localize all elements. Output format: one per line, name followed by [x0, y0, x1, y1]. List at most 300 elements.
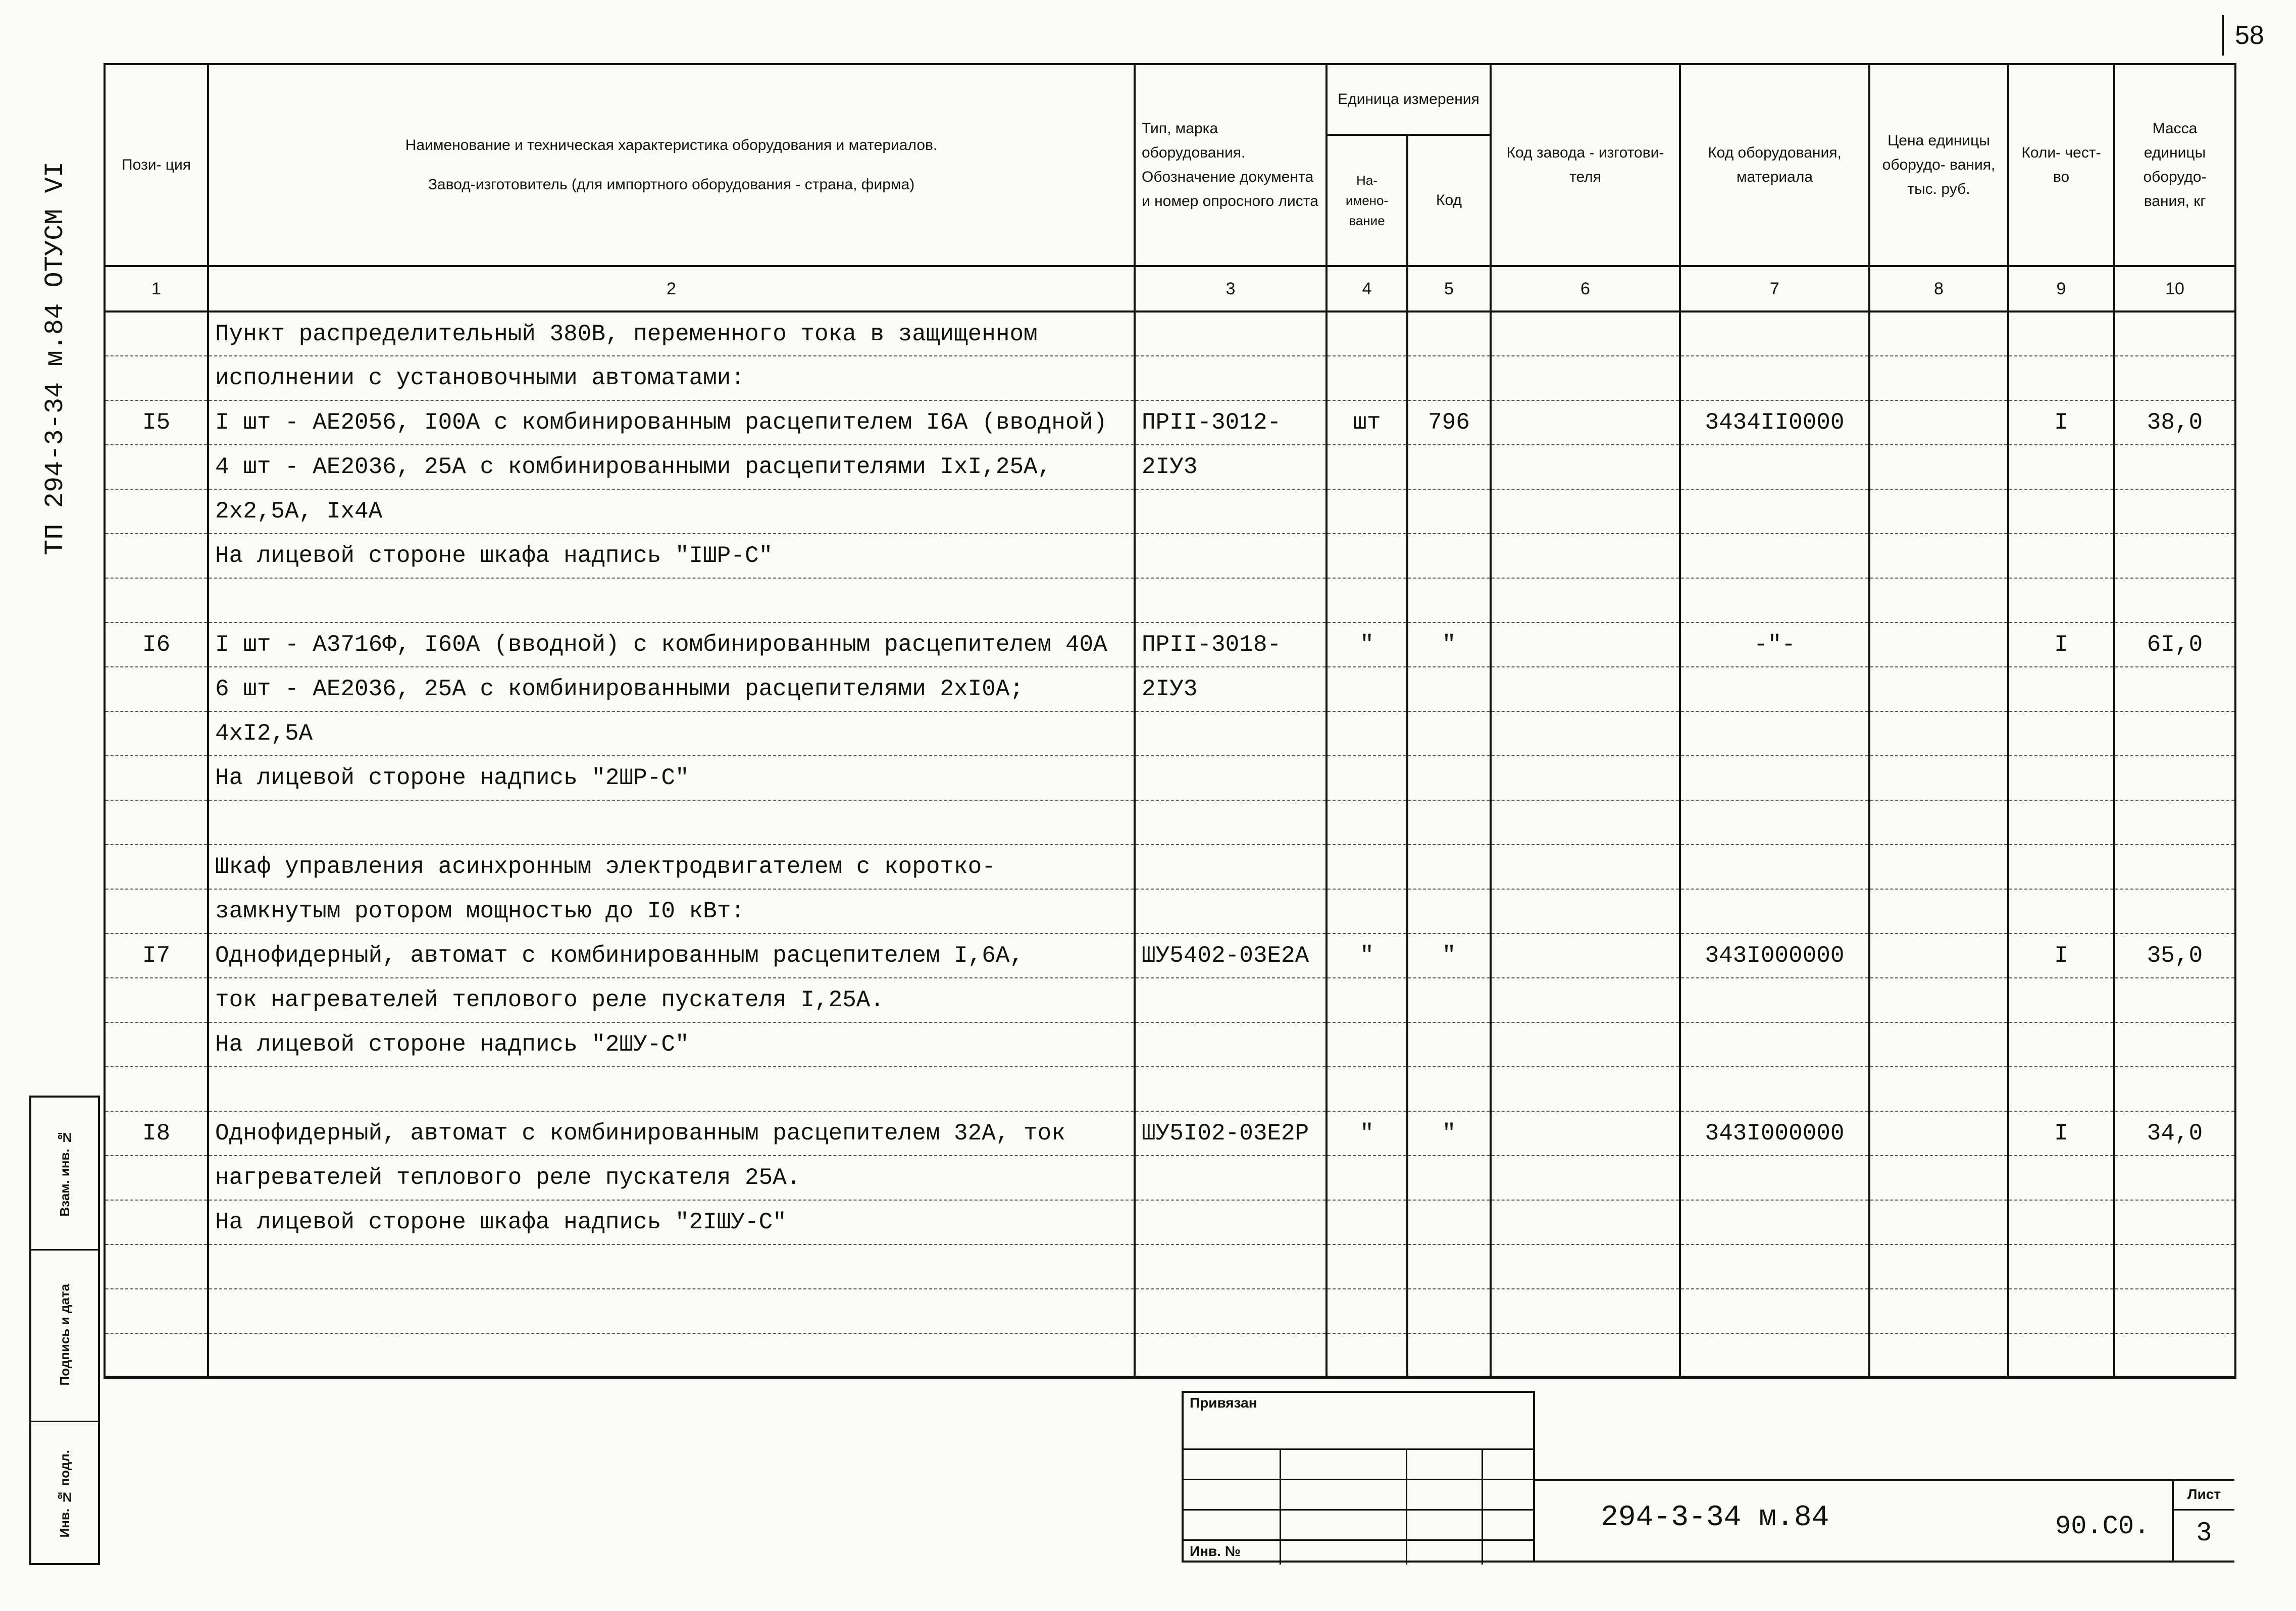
table-row — [105, 1111, 2235, 1156]
cell-unit-code — [1407, 1289, 1491, 1333]
cell-factory-code — [1491, 756, 1680, 800]
cell-price — [1869, 711, 2008, 756]
cell-unit-code — [1407, 534, 1491, 578]
cell-equipment-code — [1680, 845, 1869, 889]
cell-equipment-code — [1680, 1200, 1869, 1244]
cell-unit-code — [1407, 1156, 1491, 1200]
cell-equipment-code — [1680, 1067, 1869, 1111]
cell-name: На лицевой стороне шкафа надпись "IШР-С" — [208, 534, 1135, 578]
cell-quantity — [2008, 800, 2114, 845]
cell-mass — [2114, 978, 2235, 1022]
cell-mass — [2114, 1200, 2235, 1244]
cell-mass: 38,0 — [2114, 400, 2235, 445]
table-row — [105, 1156, 2235, 1200]
cell-quantity — [2008, 1200, 2114, 1244]
cell-price — [1869, 756, 2008, 800]
cell-type — [1135, 1156, 1326, 1200]
cell-equipment-code — [1680, 978, 1869, 1022]
header-unit-group: Единица измерения — [1326, 64, 1491, 135]
side-signature-table — [29, 1096, 100, 1565]
cell-unit-name — [1326, 667, 1407, 711]
cell-name — [208, 1067, 1135, 1111]
table-row — [105, 711, 2235, 756]
cell-type — [1135, 711, 1326, 756]
cell-factory-code — [1491, 1111, 1680, 1156]
cell-price — [1869, 933, 2008, 978]
cell-position — [105, 1067, 208, 1111]
table-row — [105, 578, 2235, 622]
cell-position: I7 — [105, 933, 208, 978]
cell-equipment-code: 3434II0000 — [1680, 400, 1869, 445]
cell-mass: 35,0 — [2114, 933, 2235, 978]
cell-price — [1869, 534, 2008, 578]
cell-type: ПРII-3012- — [1135, 400, 1326, 445]
cell-unit-name — [1326, 445, 1407, 489]
cell-quantity — [2008, 667, 2114, 711]
table-row — [105, 889, 2235, 933]
cell-equipment-code — [1680, 445, 1869, 489]
cell-quantity — [2008, 534, 2114, 578]
cell-price — [1869, 845, 2008, 889]
cell-factory-code — [1491, 445, 1680, 489]
cell-unit-code — [1407, 756, 1491, 800]
cell-name: Однофидерный, автомат с комбинированным расцепителем I,6А, — [208, 933, 1135, 978]
cell-quantity — [2008, 756, 2114, 800]
cell-position — [105, 578, 208, 622]
cell-position — [105, 1022, 208, 1067]
table-row — [105, 1067, 2235, 1111]
cell-equipment-code — [1680, 1022, 1869, 1067]
cell-unit-name: шт — [1326, 400, 1407, 445]
cell-unit-name: " — [1326, 1111, 1407, 1156]
page-number: 58 — [2222, 15, 2264, 56]
cell-quantity: I — [2008, 400, 2114, 445]
cell-price — [1869, 1244, 2008, 1289]
cell-quantity — [2008, 978, 2114, 1022]
cell-unit-code — [1407, 445, 1491, 489]
cell-quantity — [2008, 889, 2114, 933]
cell-equipment-code: 343I000000 — [1680, 933, 1869, 978]
cell-type — [1135, 1289, 1326, 1333]
table-row — [105, 489, 2235, 534]
cell-name — [208, 1289, 1135, 1333]
cell-equipment-code — [1680, 1289, 1869, 1333]
cell-unit-name — [1326, 578, 1407, 622]
cell-quantity — [2008, 711, 2114, 756]
cell-unit-code — [1407, 1333, 1491, 1378]
linked-stamp — [1182, 1391, 1535, 1563]
cell-name: I шт - А3716Ф, I60А (вводной) с комбинированным расцепителем 40А — [208, 622, 1135, 667]
table-row — [105, 800, 2235, 845]
specification-body — [105, 311, 2235, 1378]
cell-price — [1869, 1022, 2008, 1067]
cell-quantity — [2008, 578, 2114, 622]
cell-name: Однофидерный, автомат с комбинированным расцепителем 32А, ток — [208, 1111, 1135, 1156]
cell-unit-name — [1326, 356, 1407, 400]
cell-factory-code — [1491, 400, 1680, 445]
cell-unit-code — [1407, 1022, 1491, 1067]
cell-mass — [2114, 1022, 2235, 1067]
cell-name: 2х2,5А, Iх4А — [208, 489, 1135, 534]
cell-type — [1135, 356, 1326, 400]
cell-position — [105, 667, 208, 711]
cell-mass — [2114, 311, 2235, 356]
cell-name: Шкаф управления асинхронным электродвигателем с коротко- — [208, 845, 1135, 889]
cell-type — [1135, 978, 1326, 1022]
table-row — [105, 1022, 2235, 1067]
header-position: Пози- ция — [105, 64, 208, 266]
cell-quantity — [2008, 1244, 2114, 1289]
cell-factory-code — [1491, 489, 1680, 534]
cell-unit-name — [1326, 1244, 1407, 1289]
cell-position — [105, 889, 208, 933]
cell-factory-code — [1491, 622, 1680, 667]
cell-type — [1135, 800, 1326, 845]
cell-type — [1135, 1200, 1326, 1244]
cell-unit-name — [1326, 978, 1407, 1022]
column-number: 10 — [2114, 266, 2235, 311]
cell-position — [105, 311, 208, 356]
cell-mass — [2114, 800, 2235, 845]
cell-name: Пункт распределительный 380В, переменного тока в защищенном — [208, 311, 1135, 356]
cell-factory-code — [1491, 578, 1680, 622]
cell-position: I8 — [105, 1111, 208, 1156]
cell-name: замкнутым ротором мощностью до I0 кВт: — [208, 889, 1135, 933]
cell-position — [105, 1244, 208, 1289]
cell-quantity — [2008, 1022, 2114, 1067]
cell-position — [105, 978, 208, 1022]
cell-unit-code — [1407, 356, 1491, 400]
document-code: 294-3-34 м.84 — [1601, 1501, 1829, 1534]
cell-factory-code — [1491, 1333, 1680, 1378]
cell-quantity — [2008, 1289, 2114, 1333]
cell-unit-name — [1326, 1200, 1407, 1244]
header-type: Тип, марка оборудования. Обозначение документа и номер опросного листа — [1135, 64, 1326, 266]
cell-type — [1135, 578, 1326, 622]
cell-factory-code — [1491, 933, 1680, 978]
cell-type — [1135, 489, 1326, 534]
table-row — [105, 622, 2235, 667]
cell-unit-code: " — [1407, 1111, 1491, 1156]
cell-price — [1869, 889, 2008, 933]
cell-name: ток нагревателей теплового реле пускателя I,25А. — [208, 978, 1135, 1022]
cell-factory-code — [1491, 800, 1680, 845]
cell-factory-code — [1491, 1022, 1680, 1067]
cell-unit-code — [1407, 800, 1491, 845]
cell-quantity: I — [2008, 1111, 2114, 1156]
cell-unit-code: 796 — [1407, 400, 1491, 445]
header-unit-name: На- имено- вание — [1326, 135, 1407, 266]
cell-quantity — [2008, 1333, 2114, 1378]
cell-type — [1135, 1067, 1326, 1111]
cell-position — [105, 845, 208, 889]
cell-mass — [2114, 445, 2235, 489]
cell-unit-code — [1407, 578, 1491, 622]
cell-mass — [2114, 1289, 2235, 1333]
cell-factory-code — [1491, 845, 1680, 889]
cell-price — [1869, 1156, 2008, 1200]
cell-quantity: I — [2008, 622, 2114, 667]
cell-unit-code — [1407, 667, 1491, 711]
cell-factory-code — [1491, 711, 1680, 756]
header-name: Наименование и техническая характеристика оборудования и материалов. Завод-изготовитель (для импортного оборудования - страна, фирма) — [208, 64, 1135, 266]
cell-unit-name — [1326, 1333, 1407, 1378]
cell-position — [105, 756, 208, 800]
cell-factory-code — [1491, 1289, 1680, 1333]
cell-quantity — [2008, 445, 2114, 489]
cell-type — [1135, 845, 1326, 889]
table-row — [105, 845, 2235, 889]
cell-position — [105, 1333, 208, 1378]
side-cell-inventory: Инв. № подл. — [57, 1450, 72, 1538]
cell-price — [1869, 978, 2008, 1022]
cell-equipment-code — [1680, 1156, 1869, 1200]
cell-mass — [2114, 889, 2235, 933]
cell-equipment-code — [1680, 311, 1869, 356]
sheet-cell — [2172, 1481, 2234, 1561]
cell-equipment-code — [1680, 667, 1869, 711]
header-quantity: Коли- чест- во — [2008, 64, 2114, 266]
cell-position — [105, 489, 208, 534]
cell-unit-code — [1407, 711, 1491, 756]
cell-equipment-code — [1680, 711, 1869, 756]
cell-unit-name — [1326, 311, 1407, 356]
header-factory-code: Код завода - изготови- теля — [1491, 64, 1680, 266]
cell-mass: 6I,0 — [2114, 622, 2235, 667]
cell-unit-name: " — [1326, 933, 1407, 978]
cell-equipment-code — [1680, 356, 1869, 400]
cell-price — [1869, 489, 2008, 534]
bottom-frame-line — [104, 1376, 2234, 1378]
cell-mass — [2114, 1067, 2235, 1111]
table-row — [105, 1289, 2235, 1333]
table-row — [105, 756, 2235, 800]
table-row — [105, 534, 2235, 578]
cell-unit-code — [1407, 978, 1491, 1022]
cell-mass: 34,0 — [2114, 1111, 2235, 1156]
cell-factory-code — [1491, 1156, 1680, 1200]
header-price: Цена единицы оборудо- вания, тыс. руб. — [1869, 64, 2008, 266]
table-row — [105, 978, 2235, 1022]
cell-type — [1135, 1022, 1326, 1067]
cell-unit-code — [1407, 489, 1491, 534]
cell-unit-name — [1326, 534, 1407, 578]
cell-position — [105, 356, 208, 400]
sheet-number: 3 — [2197, 1517, 2212, 1546]
column-number: 3 — [1135, 266, 1326, 311]
cell-price — [1869, 400, 2008, 445]
cell-mass — [2114, 1244, 2235, 1289]
cell-unit-name — [1326, 711, 1407, 756]
cell-factory-code — [1491, 1244, 1680, 1289]
cell-unit-name — [1326, 845, 1407, 889]
cell-position — [105, 800, 208, 845]
cell-unit-name — [1326, 1067, 1407, 1111]
cell-type — [1135, 1244, 1326, 1289]
column-number: 1 — [105, 266, 208, 311]
cell-equipment-code — [1680, 756, 1869, 800]
cell-price — [1869, 1333, 2008, 1378]
cell-type — [1135, 1333, 1326, 1378]
cell-factory-code — [1491, 356, 1680, 400]
cell-type: 2IУ3 — [1135, 667, 1326, 711]
table-row — [105, 667, 2235, 711]
header-equipment-code: Код оборудования, материала — [1680, 64, 1869, 266]
linked-label: Привязан — [1190, 1395, 1257, 1411]
cell-type: ПРII-3018- — [1135, 622, 1326, 667]
cell-type: ШУ5402-03Е2А — [1135, 933, 1326, 978]
side-cell-replacement: Взам. инв. № — [31, 1098, 98, 1251]
cell-name: исполнении с установочными автоматами: — [208, 356, 1135, 400]
cell-equipment-code — [1680, 1244, 1869, 1289]
cell-type: ШУ5I02-03Е2Р — [1135, 1111, 1326, 1156]
cell-position — [105, 711, 208, 756]
cell-quantity — [2008, 1156, 2114, 1200]
table-row — [105, 1244, 2235, 1289]
cell-name: На лицевой стороне шкафа надпись "2IШУ-С" — [208, 1200, 1135, 1244]
cell-quantity — [2008, 489, 2114, 534]
column-number: 6 — [1491, 266, 1680, 311]
cell-price — [1869, 578, 2008, 622]
cell-equipment-code — [1680, 1333, 1869, 1378]
cell-unit-code — [1407, 1244, 1491, 1289]
cell-equipment-code — [1680, 578, 1869, 622]
cell-price — [1869, 1289, 2008, 1333]
cell-unit-name — [1326, 1022, 1407, 1067]
cell-mass — [2114, 845, 2235, 889]
cell-unit-code: " — [1407, 933, 1491, 978]
cell-type — [1135, 756, 1326, 800]
column-number: 2 — [208, 266, 1135, 311]
cell-unit-name — [1326, 1156, 1407, 1200]
cell-mass — [2114, 1333, 2235, 1378]
cell-position: I5 — [105, 400, 208, 445]
header-unit-code: Код — [1407, 135, 1491, 266]
cell-mass — [2114, 489, 2235, 534]
cell-position — [105, 445, 208, 489]
cell-equipment-code — [1680, 889, 1869, 933]
cell-price — [1869, 356, 2008, 400]
cell-factory-code — [1491, 667, 1680, 711]
cell-quantity — [2008, 356, 2114, 400]
cell-name — [208, 578, 1135, 622]
side-document-code: ТП 294-3-34 м.84 ОТУСМ VI — [40, 161, 70, 555]
cell-mass — [2114, 756, 2235, 800]
column-number: 5 — [1407, 266, 1491, 311]
cell-name — [208, 800, 1135, 845]
cell-unit-code — [1407, 889, 1491, 933]
cell-price — [1869, 311, 2008, 356]
title-block — [1535, 1479, 2234, 1563]
cell-unit-name: " — [1326, 622, 1407, 667]
cell-equipment-code: -"- — [1680, 622, 1869, 667]
cell-factory-code — [1491, 978, 1680, 1022]
cell-equipment-code — [1680, 800, 1869, 845]
cell-quantity — [2008, 1067, 2114, 1111]
cell-type — [1135, 889, 1326, 933]
cell-mass — [2114, 1156, 2235, 1200]
cell-quantity: I — [2008, 933, 2114, 978]
column-number: 9 — [2008, 266, 2114, 311]
cell-type — [1135, 311, 1326, 356]
cell-type — [1135, 534, 1326, 578]
cell-unit-code — [1407, 1067, 1491, 1111]
cell-factory-code — [1491, 889, 1680, 933]
cell-unit-name — [1326, 800, 1407, 845]
cell-price — [1869, 1067, 2008, 1111]
sheet-label: Лист — [2187, 1486, 2221, 1502]
cell-equipment-code — [1680, 534, 1869, 578]
cell-mass — [2114, 711, 2235, 756]
table-row — [105, 356, 2235, 400]
cell-position — [105, 1156, 208, 1200]
cell-unit-code — [1407, 311, 1491, 356]
cell-position — [105, 1289, 208, 1333]
cell-unit-code: " — [1407, 622, 1491, 667]
cell-position — [105, 1200, 208, 1244]
cell-mass — [2114, 667, 2235, 711]
cell-unit-name — [1326, 756, 1407, 800]
header-row — [105, 64, 2235, 135]
cell-price — [1869, 800, 2008, 845]
table-row — [105, 933, 2235, 978]
table-row — [105, 400, 2235, 445]
cell-name — [208, 1244, 1135, 1289]
cell-price — [1869, 1200, 2008, 1244]
table-row — [105, 1200, 2235, 1244]
cell-position — [105, 534, 208, 578]
cell-factory-code — [1491, 311, 1680, 356]
cell-position: I6 — [105, 622, 208, 667]
table-row — [105, 1333, 2235, 1378]
cell-name: На лицевой стороне надпись "2ШУ-С" — [208, 1022, 1135, 1067]
cell-name: 4 шт - АЕ2036, 25А с комбинированными расцепителями IхI,25А, — [208, 445, 1135, 489]
column-number: 4 — [1326, 266, 1407, 311]
cell-factory-code — [1491, 1067, 1680, 1111]
cell-equipment-code — [1680, 489, 1869, 534]
cell-mass — [2114, 578, 2235, 622]
inventory-label: Инв. № — [1190, 1543, 1241, 1559]
cell-unit-code — [1407, 845, 1491, 889]
cell-quantity — [2008, 845, 2114, 889]
column-number: 7 — [1680, 266, 1869, 311]
cell-unit-code — [1407, 1200, 1491, 1244]
cell-unit-name — [1326, 1289, 1407, 1333]
specification-table — [104, 63, 2236, 1379]
cell-factory-code — [1491, 534, 1680, 578]
cell-factory-code — [1491, 1200, 1680, 1244]
table-row — [105, 445, 2235, 489]
cell-price — [1869, 1111, 2008, 1156]
cell-name: 6 шт - АЕ2036, 25А с комбинированными расцепителями 2хI0А; — [208, 667, 1135, 711]
album-code: 90.С0. — [2055, 1512, 2150, 1541]
cell-name — [208, 1333, 1135, 1378]
table-row — [105, 311, 2235, 356]
cell-mass — [2114, 356, 2235, 400]
side-cell-signature: Подпись и дата — [31, 1249, 98, 1422]
column-number-row — [105, 266, 2235, 311]
header-mass: Масса единицы оборудо- вания, кг — [2114, 64, 2235, 266]
cell-name: На лицевой стороне надпись "2ШР-С" — [208, 756, 1135, 800]
cell-price — [1869, 667, 2008, 711]
cell-name: нагревателей теплового реле пускателя 25А. — [208, 1156, 1135, 1200]
cell-name: I шт - АЕ2056, I00А с комбинированным расцепителем I6А (вводной) — [208, 400, 1135, 445]
cell-price — [1869, 622, 2008, 667]
column-number: 8 — [1869, 266, 2008, 311]
cell-mass — [2114, 534, 2235, 578]
cell-unit-name — [1326, 889, 1407, 933]
cell-quantity — [2008, 311, 2114, 356]
